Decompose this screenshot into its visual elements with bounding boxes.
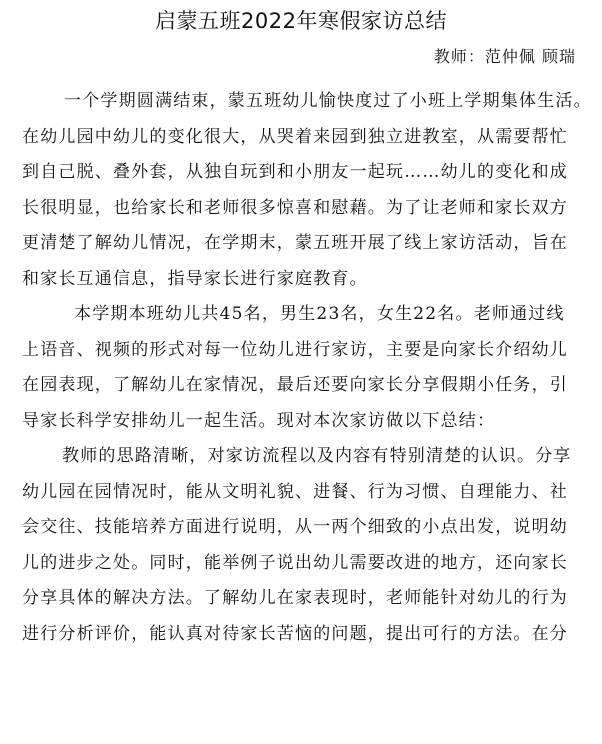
paragraph-line: 导家长科学安排幼儿一起生活。现对本次家访做以下总结： (22, 410, 496, 431)
paragraph-line: 幼儿园在园情况时，能从文明礼貌、进餐、行为习惯、自理能力、社 (22, 481, 568, 502)
paragraph-line: 和家长互通信息，指导家长进行家庭教育。 (22, 268, 368, 289)
document-title: 启蒙五班2022年寒假家访总结 (155, 9, 447, 33)
paragraph-statistics (22, 297, 592, 439)
paragraph-line: 会交往、技能培养方面进行说明，从一两个细致的小点出发，说明幼 (22, 517, 568, 537)
paragraph-line: 到自己脱、叠外套，从独自玩到和小朋友一起玩……幼儿的变化和成 (22, 162, 568, 182)
paragraph-line: 在幼儿园中幼儿的变化很大，从哭着来园到独立进教室，从需要帮忙 (22, 126, 568, 147)
paragraph-line: 儿的进步之处。同时，能举例子说出幼儿需要改进的地方，还向家长 (22, 552, 568, 573)
paragraph-intro (22, 84, 592, 297)
document-body (22, 84, 592, 652)
paragraph-line: 分享具体的解决方法。了解幼儿在家表现时，老师能针对幼儿的行为 (22, 588, 568, 608)
paragraph-line: 在园表现，了解幼儿在家情况，最后还要向家长分享假期小任务，引 (22, 375, 568, 395)
paragraph-line: 一个学期圆满结束，蒙五班幼儿愉快度过了小班上学期集体生活。 (64, 91, 592, 111)
paragraph-line: 上语音、视频的形式对每一位幼儿进行家访，主要是向家长介绍幼儿 (22, 339, 568, 360)
paragraph-line: 更清楚了解幼儿情况，在学期末，蒙五班开展了线上家访活动，旨在 (22, 233, 568, 253)
paragraph-line: 进行分析评价，能认真对待家长苦恼的问题，提出可行的方法。在分 (22, 623, 568, 644)
author-line: 教师：范仲佩 顾瑞 (433, 47, 576, 66)
paragraph-line: 本学期本班幼儿共45名，男生23名，女生22名。老师通过线 (74, 304, 565, 324)
paragraph-summary (22, 439, 592, 652)
paragraph-line: 教师的思路清晰，对家访流程以及内容有特别清楚的认识。分享 (62, 446, 572, 466)
paragraph-line: 长很明显，也给家长和老师很多惊喜和慰藉。为了让老师和家长双方 (22, 197, 568, 218)
